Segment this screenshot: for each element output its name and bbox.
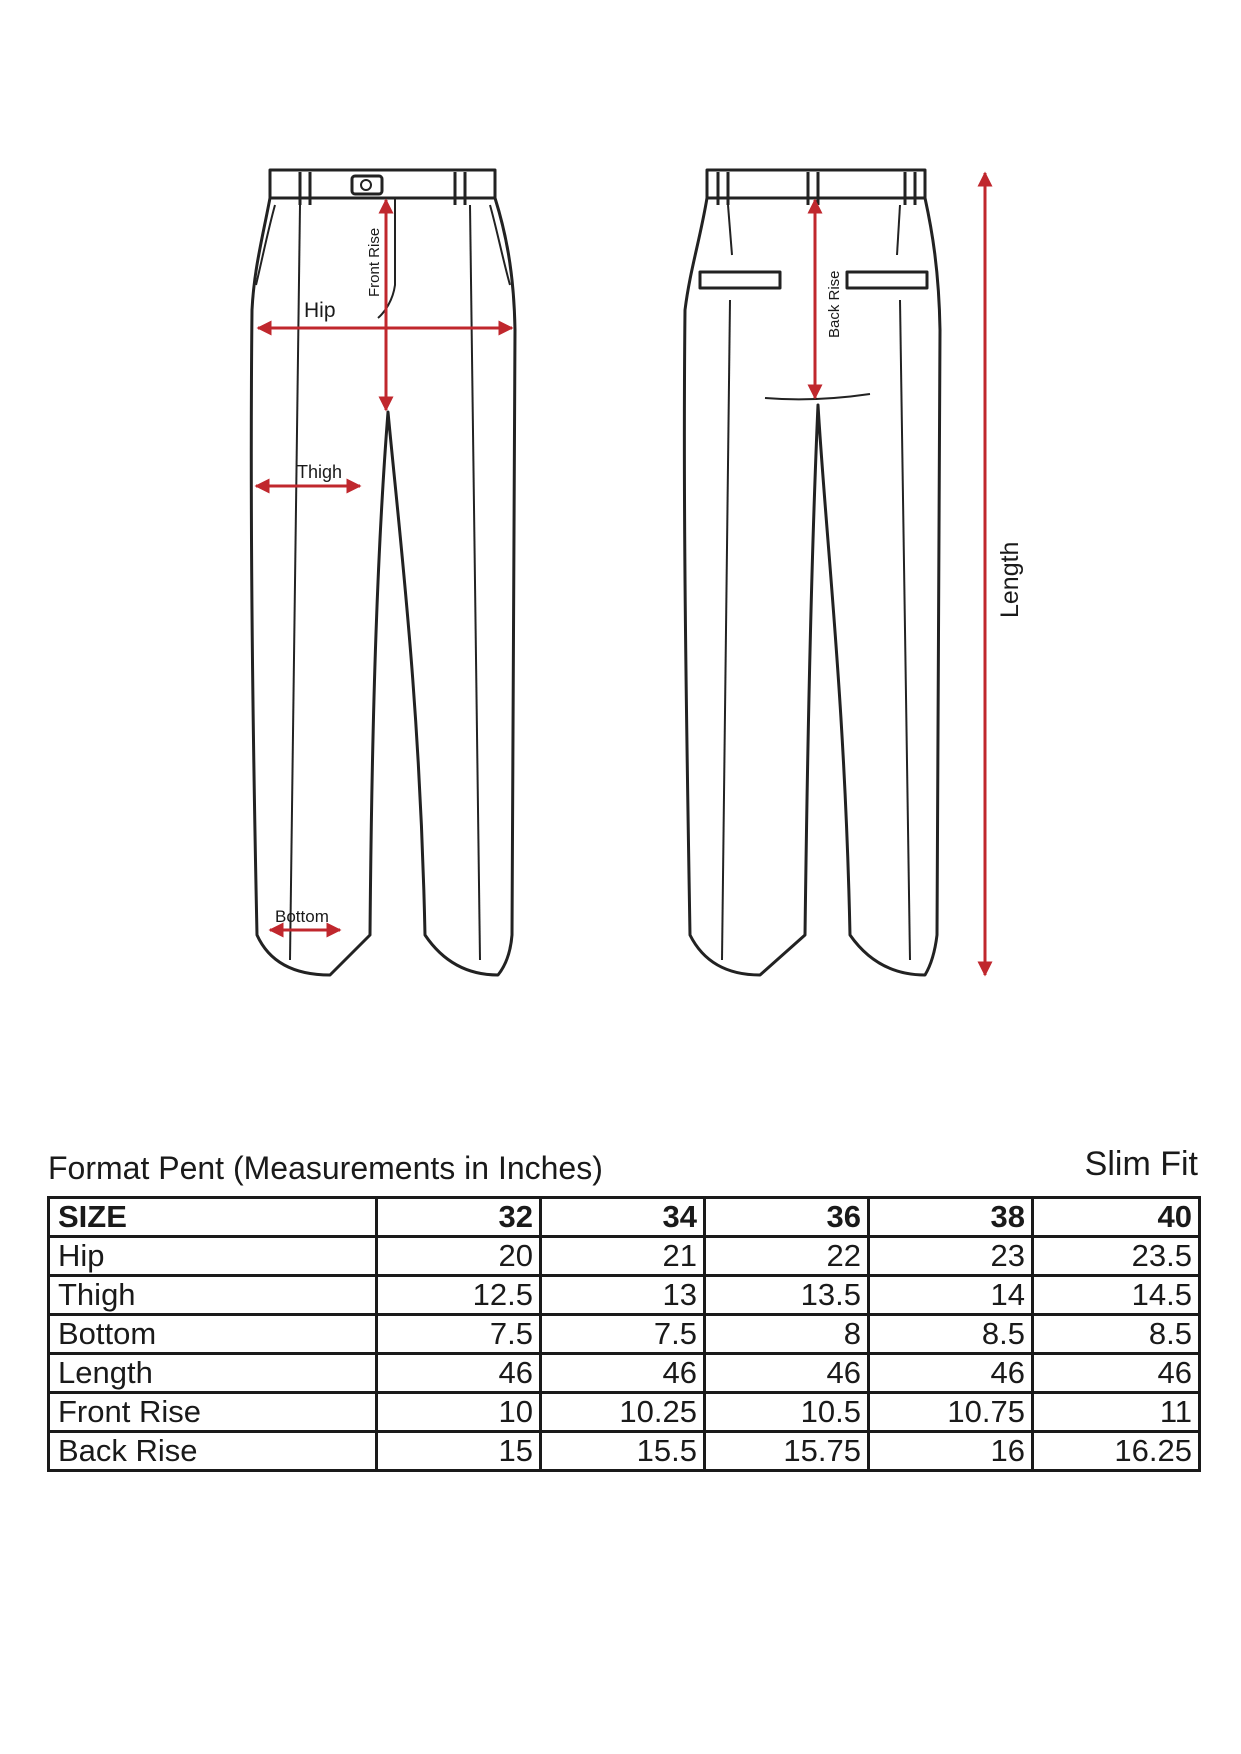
- table-cell: 23: [869, 1237, 1033, 1276]
- front-button: [361, 180, 371, 190]
- table-row-bottom: [49, 1315, 1200, 1354]
- table-cell: 10.75: [869, 1393, 1033, 1432]
- back-pocket-right: [847, 272, 927, 288]
- table-row-back-rise: [49, 1432, 1200, 1471]
- table-cell: 23.5: [1033, 1237, 1200, 1276]
- table-row-thigh: [49, 1276, 1200, 1315]
- table-cell: 46: [705, 1354, 869, 1393]
- row-label: Bottom: [49, 1315, 377, 1354]
- table-cell: 10: [377, 1393, 541, 1432]
- table-cell: 20: [377, 1237, 541, 1276]
- hip-label: Hip: [304, 299, 336, 322]
- thigh-label: Thigh: [297, 462, 343, 482]
- header-size-32: 32: [377, 1198, 541, 1237]
- row-label: Length: [49, 1354, 377, 1393]
- front-crease-left: [290, 205, 300, 960]
- table-cell: 21: [541, 1237, 705, 1276]
- table-cell: 46: [541, 1354, 705, 1393]
- table-cell: 14.5: [1033, 1276, 1200, 1315]
- table-cell: 14: [869, 1276, 1033, 1315]
- table-row-length: [49, 1354, 1200, 1393]
- row-label: Thigh: [49, 1276, 377, 1315]
- front-crease-right: [470, 205, 480, 960]
- table-cell: 10.5: [705, 1393, 869, 1432]
- back-pocket-left: [700, 272, 780, 288]
- back-trouser-drawing: [684, 170, 940, 975]
- back-dart-right: [897, 205, 900, 255]
- back-dart-left: [728, 205, 732, 255]
- table-cell: 10.25: [541, 1393, 705, 1432]
- front-tab: [352, 176, 382, 194]
- header-size: SIZE: [49, 1198, 377, 1237]
- table-caption: Format Pent (Measurements in Inches): [48, 1150, 603, 1186]
- front-rise-label: Front Rise: [366, 227, 383, 297]
- fit-type: Slim Fit: [1084, 1145, 1198, 1183]
- table-cell: 8.5: [1033, 1315, 1200, 1354]
- front-trouser-drawing: [251, 170, 515, 975]
- row-label: Back Rise: [49, 1432, 377, 1471]
- back-rise-label: Back Rise: [826, 270, 843, 338]
- header-size-40: 40: [1033, 1198, 1200, 1237]
- table-cell: 7.5: [541, 1315, 705, 1354]
- table-cell: 15.75: [705, 1432, 869, 1471]
- header-size-36: 36: [705, 1198, 869, 1237]
- table-cell: 46: [1033, 1354, 1200, 1393]
- table-cell: 15.5: [541, 1432, 705, 1471]
- table-header-row: [49, 1198, 1200, 1237]
- table-cell: 16: [869, 1432, 1033, 1471]
- table-cell: 22: [705, 1237, 869, 1276]
- table-cell: 46: [869, 1354, 1033, 1393]
- back-crease-left: [722, 300, 730, 960]
- row-label: Hip: [49, 1237, 377, 1276]
- table-cell: 11: [1033, 1393, 1200, 1432]
- row-label: Front Rise: [49, 1393, 377, 1432]
- size-chart-table: [47, 1196, 1201, 1472]
- back-seat-seam: [765, 394, 870, 399]
- header-size-34: 34: [541, 1198, 705, 1237]
- back-crease-right: [900, 300, 910, 960]
- table-cell: 13.5: [705, 1276, 869, 1315]
- table-cell: 8: [705, 1315, 869, 1354]
- table-cell: 15: [377, 1432, 541, 1471]
- table-cell: 13: [541, 1276, 705, 1315]
- length-label: Length: [996, 541, 1024, 618]
- back-waistband: [707, 170, 925, 198]
- table-cell: 7.5: [377, 1315, 541, 1354]
- table-row-hip: [49, 1237, 1200, 1276]
- table-cell: 12.5: [377, 1276, 541, 1315]
- table-row-front-rise: [49, 1393, 1200, 1432]
- header-size-38: 38: [869, 1198, 1033, 1237]
- table-cell: 8.5: [869, 1315, 1033, 1354]
- bottom-label: Bottom: [275, 907, 329, 926]
- table-cell: 46: [377, 1354, 541, 1393]
- table-cell: 16.25: [1033, 1432, 1200, 1471]
